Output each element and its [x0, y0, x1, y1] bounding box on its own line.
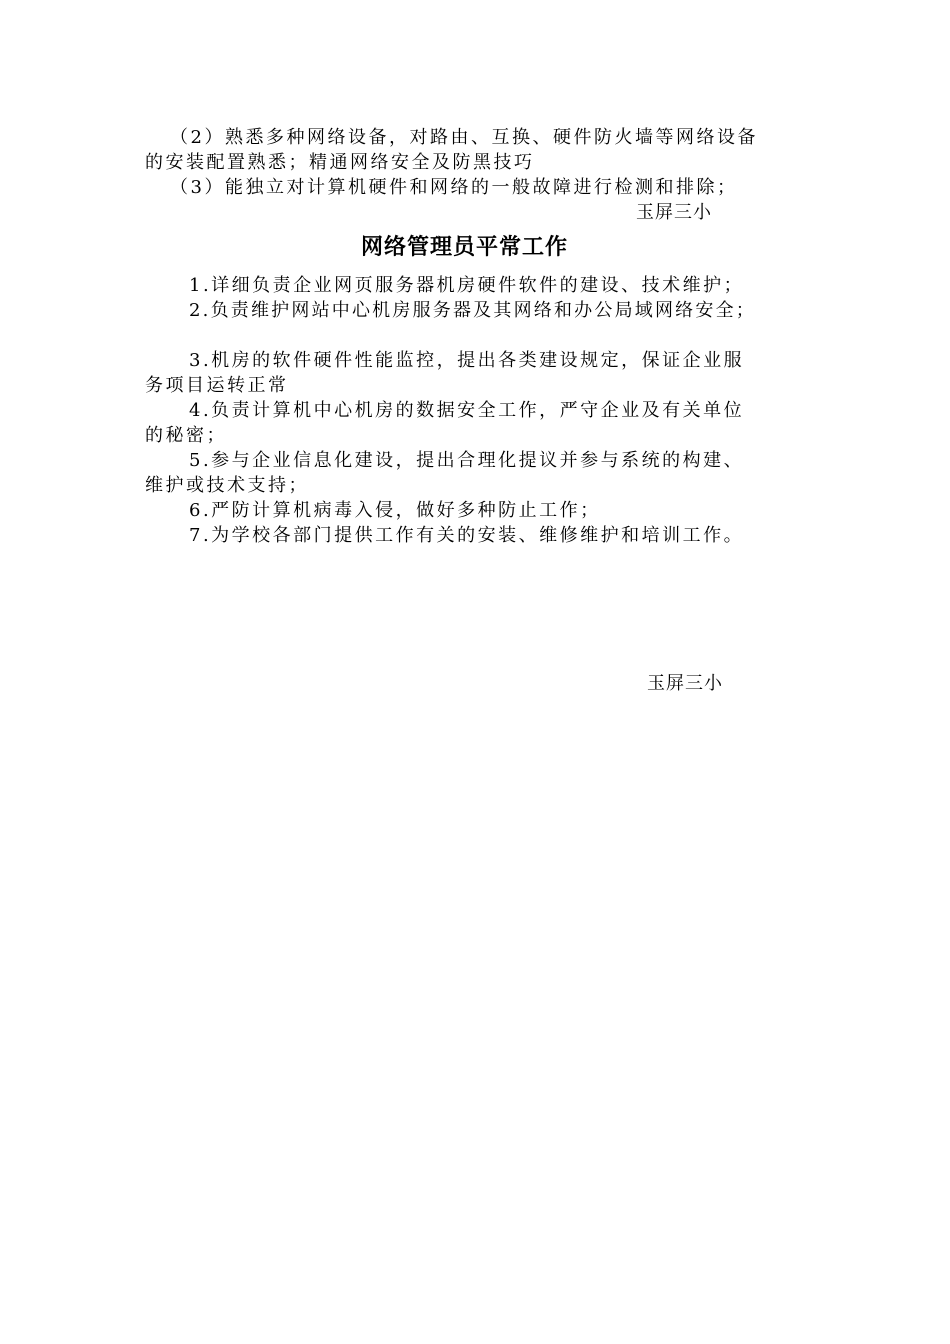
- signature-top: 玉屏三小: [636, 202, 712, 223]
- duty-item-1: 1.详细负责企业网页服务器机房硬件软件的建设、技术维护；: [189, 275, 745, 296]
- duty-item-3-line-1: 3.机房的软件硬件性能监控，提出各类建设规定，保证企业服: [189, 350, 745, 371]
- duty-item-4-line-2: 的秘密；: [145, 425, 227, 446]
- duty-item-3-line-2: 务项目运转正常: [145, 375, 289, 396]
- item-2-line-1: （2）熟悉多种网络设备，对路由、互换、硬件防火墙等网络设备: [170, 127, 758, 148]
- signature-bottom: 玉屏三小: [647, 673, 723, 694]
- duty-item-5-line-1: 5.参与企业信息化建设，提出合理化提议并参与系统的构建、: [189, 450, 745, 471]
- duty-item-2: 2.负责维护网站中心机房服务器及其网络和办公局域网络安全；: [189, 300, 756, 321]
- duty-item-5-line-2: 维护或技术支持；: [145, 475, 309, 496]
- item-2-line-2: 的安装配置熟悉；精通网络安全及防黑技巧: [145, 152, 535, 173]
- duty-item-6: 6.严防计算机病毒入侵，做好多种防止工作；: [189, 500, 601, 521]
- section-title: 网络管理员平常工作: [361, 235, 569, 260]
- duty-item-7: 7.为学校各部门提供工作有关的安装、维修维护和培训工作。: [189, 525, 745, 546]
- duty-item-4-line-1: 4.负责计算机中心机房的数据安全工作，严守企业及有关单位: [189, 400, 745, 421]
- item-3: （3）能独立对计算机硬件和网络的一般故障进行检测和排除；: [170, 177, 738, 198]
